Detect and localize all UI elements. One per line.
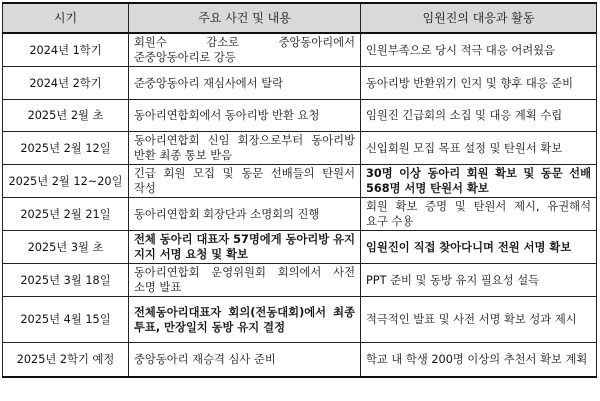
row-period: 2025년 2월 초 xyxy=(3,100,129,132)
row-response: PPT 준비 및 동방 유지 필요성 설득 xyxy=(361,264,597,297)
row-event: 전체 동아리 대표자 57명에게 동아리방 유지 지지 서명 요청 및 확보 xyxy=(129,231,361,264)
row-period: 2025년 4월 15일 xyxy=(3,297,129,343)
row-response: 적극적인 발표 및 사전 서명 확보 성과 제시 xyxy=(361,297,597,343)
table-row xyxy=(3,297,597,343)
row-period: 2025년 3월 18일 xyxy=(3,264,129,297)
row-response: 신입회원 모집 목표 설정 및 탄원서 확보 xyxy=(361,132,597,165)
row-response: 회원 확보 증명 및 탄원서 제시, 유권해석 요구 수용 xyxy=(361,198,597,231)
row-event: 동아리연합회 운영위원회 회의에서 사전 소명 발표 xyxy=(129,264,361,297)
row-period: 2025년 3월 초 xyxy=(3,231,129,264)
timeline-table xyxy=(2,2,597,378)
row-response: 동아리방 반환위기 인지 및 향후 대응 준비 xyxy=(361,67,597,100)
row-response: 학교 내 학생 200명 이상의 추천서 확보 계획 xyxy=(361,343,597,377)
row-response: 임원진 긴급회의 소집 및 대응 계획 수립 xyxy=(361,100,597,132)
header-event: 주요 사건 및 내용 xyxy=(129,3,361,33)
row-period: 2025년 2학기 예정 xyxy=(3,343,129,377)
table-row xyxy=(3,33,597,67)
row-event: 전체동아리대표자 회의(전동대회)에서 최종 투표, 만장일치 동방 유지 결정 xyxy=(129,297,361,343)
table-row xyxy=(3,67,597,100)
row-event: 중앙동아리 재승격 심사 준비 xyxy=(129,343,361,377)
row-period: 2025년 2월 21일 xyxy=(3,198,129,231)
header-period: 시기 xyxy=(3,3,129,33)
header-row xyxy=(3,3,597,33)
row-event: 동아리연합회에서 동아리방 반환 요청 xyxy=(129,100,361,132)
row-period: 2025년 2월 12~20일 xyxy=(3,165,129,198)
row-response: 인원부족으로 당시 적극 대응 어려웠음 xyxy=(361,33,597,67)
table-row xyxy=(3,198,597,231)
row-event: 긴급 회원 모집 및 동문 선배들의 탄원서 작성 xyxy=(129,165,361,198)
row-period: 2024년 2학기 xyxy=(3,67,129,100)
row-event: 회원수 감소로 중앙동아리에서 준중앙동아리로 강등 xyxy=(129,33,361,67)
row-response: 30명 이상 동아리 회원 확보 및 동문 선배 568명 서명 탄원서 확보 xyxy=(361,165,597,198)
table-row xyxy=(3,132,597,165)
row-period: 2025년 2월 12일 xyxy=(3,132,129,165)
table-header xyxy=(3,3,597,33)
row-response: 임원진이 직접 찾아다니며 전원 서명 확보 xyxy=(361,231,597,264)
table-row xyxy=(3,231,597,264)
table-row xyxy=(3,100,597,132)
table-row xyxy=(3,343,597,377)
header-response: 임원진의 대응과 활동 xyxy=(361,3,597,33)
row-event: 동아리연합회 회장단과 소명회의 진행 xyxy=(129,198,361,231)
row-event: 준중앙동아리 재심사에서 탈락 xyxy=(129,67,361,100)
table-row xyxy=(3,264,597,297)
row-period: 2024년 1학기 xyxy=(3,33,129,67)
table-row xyxy=(3,165,597,198)
table-body xyxy=(3,33,597,377)
row-event: 동아리연합회 신임 회장으로부터 동아리방 반환 최종 통보 받음 xyxy=(129,132,361,165)
